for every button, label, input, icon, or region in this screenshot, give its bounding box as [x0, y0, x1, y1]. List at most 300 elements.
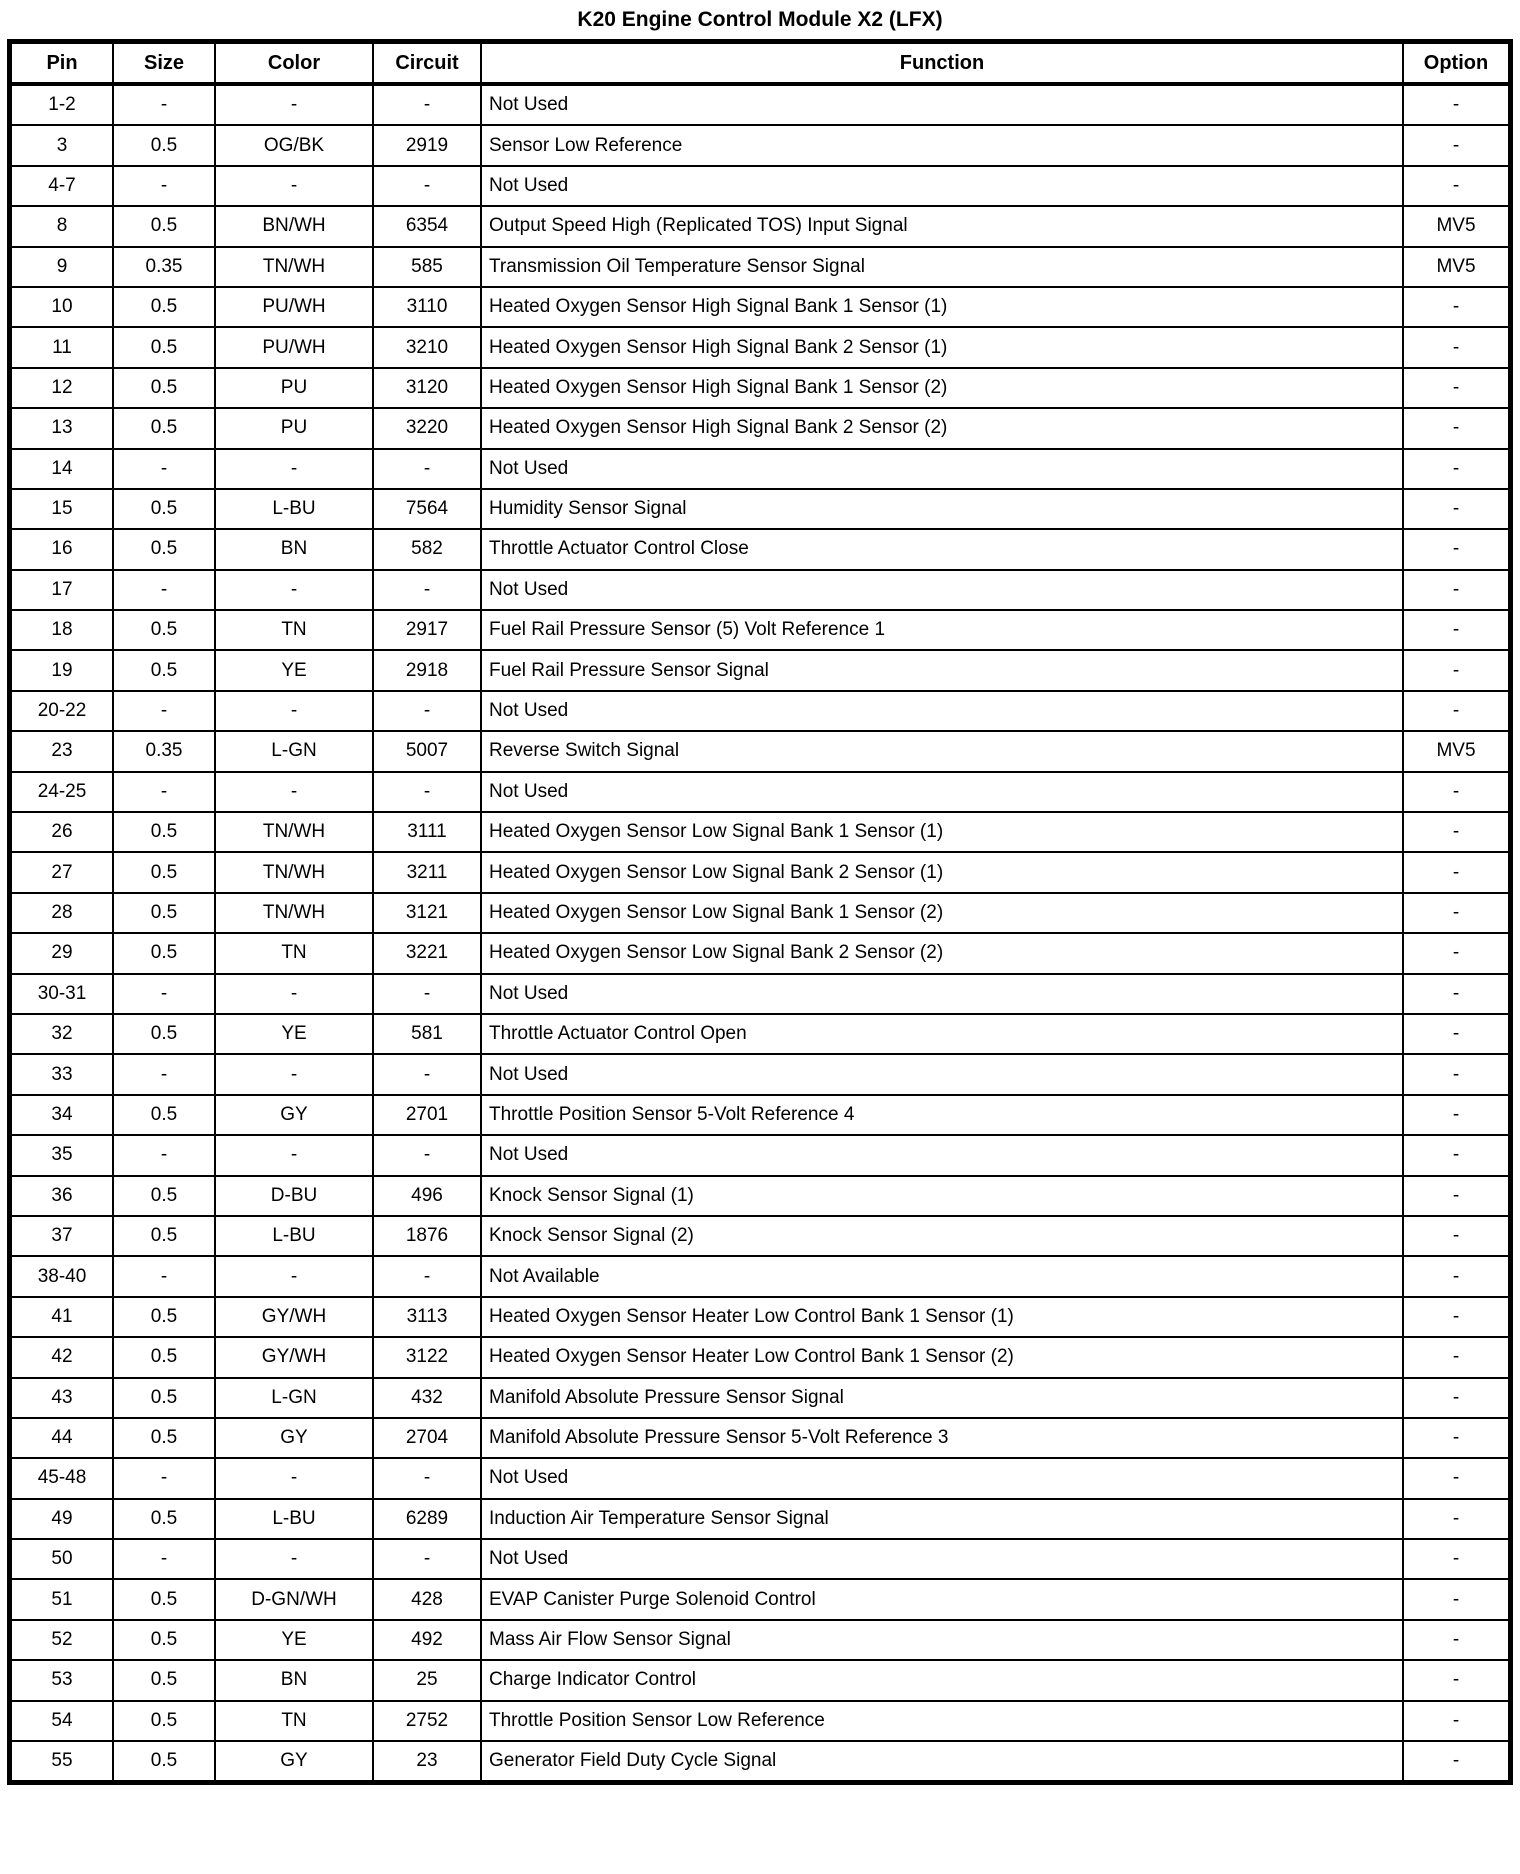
cell-circuit: 3221: [373, 933, 481, 973]
cell-function: Not Used: [481, 1539, 1403, 1579]
cell-function: Charge Indicator Control: [481, 1660, 1403, 1700]
cell-size: 0.5: [113, 125, 215, 165]
cell-option: -: [1403, 1741, 1511, 1783]
cell-option: -: [1403, 933, 1511, 973]
table-row-pin-45-48: [10, 1458, 1511, 1498]
cell-circuit: 25: [373, 1660, 481, 1700]
cell-function: Reverse Switch Signal: [481, 731, 1403, 771]
cell-pin: 36: [10, 1176, 114, 1216]
cell-circuit: -: [373, 166, 481, 206]
cell-option: -: [1403, 974, 1511, 1014]
cell-option: -: [1403, 125, 1511, 165]
cell-color: OG/BK: [215, 125, 373, 165]
table-header: [10, 42, 1511, 85]
cell-option: -: [1403, 650, 1511, 690]
cell-function: Heated Oxygen Sensor Low Signal Bank 1 Sensor (2): [481, 893, 1403, 933]
cell-color: -: [215, 1539, 373, 1579]
table-row-pin-53: [10, 1660, 1511, 1700]
cell-color: BN/WH: [215, 206, 373, 246]
cell-color: BN: [215, 529, 373, 569]
cell-size: 0.5: [113, 287, 215, 327]
table-row-pin-33: [10, 1054, 1511, 1094]
cell-function: Throttle Position Sensor 5-Volt Reference 4: [481, 1095, 1403, 1135]
cell-color: D-BU: [215, 1176, 373, 1216]
cell-pin: 17: [10, 570, 114, 610]
table-row-pin-34: [10, 1095, 1511, 1135]
cell-pin: 55: [10, 1741, 114, 1783]
table-row-pin-15: [10, 489, 1511, 529]
cell-option: -: [1403, 449, 1511, 489]
cell-option: -: [1403, 287, 1511, 327]
cell-circuit: -: [373, 1458, 481, 1498]
cell-option: -: [1403, 1216, 1511, 1256]
cell-size: -: [113, 1539, 215, 1579]
table-row-pin-3: [10, 125, 1511, 165]
cell-function: Heated Oxygen Sensor Heater Low Control Bank 1 Sensor (1): [481, 1297, 1403, 1337]
cell-pin: 53: [10, 1660, 114, 1700]
table-row-pin-55: [10, 1741, 1511, 1783]
cell-function: Not Used: [481, 772, 1403, 812]
cell-color: L-GN: [215, 1378, 373, 1418]
cell-option: MV5: [1403, 247, 1511, 287]
cell-circuit: 2752: [373, 1701, 481, 1741]
cell-function: Knock Sensor Signal (1): [481, 1176, 1403, 1216]
table-row-pin-28: [10, 893, 1511, 933]
cell-function: Not Used: [481, 1458, 1403, 1498]
cell-size: -: [113, 1135, 215, 1175]
cell-size: 0.5: [113, 1337, 215, 1377]
cell-pin: 24-25: [10, 772, 114, 812]
cell-circuit: 2918: [373, 650, 481, 690]
cell-circuit: -: [373, 1256, 481, 1296]
table-row-pin-17: [10, 570, 1511, 610]
cell-function: Output Speed High (Replicated TOS) Input Signal: [481, 206, 1403, 246]
cell-circuit: 3122: [373, 1337, 481, 1377]
cell-pin: 34: [10, 1095, 114, 1135]
cell-function: Fuel Rail Pressure Sensor (5) Volt Reference 1: [481, 610, 1403, 650]
cell-pin: 3: [10, 125, 114, 165]
cell-color: GY/WH: [215, 1337, 373, 1377]
cell-pin: 42: [10, 1337, 114, 1377]
cell-function: Not Used: [481, 1054, 1403, 1094]
table-row-pin-50: [10, 1539, 1511, 1579]
cell-function: EVAP Canister Purge Solenoid Control: [481, 1579, 1403, 1619]
page-title: K20 Engine Control Module X2 (LFX): [577, 8, 943, 31]
cell-function: Generator Field Duty Cycle Signal: [481, 1741, 1403, 1783]
table-row-pin-20-22: [10, 691, 1511, 731]
cell-color: -: [215, 84, 373, 125]
cell-option: -: [1403, 1579, 1511, 1619]
cell-option: -: [1403, 1701, 1511, 1741]
cell-pin: 4-7: [10, 166, 114, 206]
cell-size: 0.5: [113, 1095, 215, 1135]
cell-circuit: 496: [373, 1176, 481, 1216]
cell-circuit: 7564: [373, 489, 481, 529]
cell-size: 0.5: [113, 1741, 215, 1783]
cell-circuit: -: [373, 974, 481, 1014]
cell-function: Not Used: [481, 974, 1403, 1014]
cell-pin: 19: [10, 650, 114, 690]
table-row-pin-35: [10, 1135, 1511, 1175]
cell-function: Not Used: [481, 449, 1403, 489]
table-header-row: [10, 42, 1511, 85]
table-row-pin-29: [10, 933, 1511, 973]
cell-color: BN: [215, 1660, 373, 1700]
table-row-pin-36: [10, 1176, 1511, 1216]
cell-circuit: 3210: [373, 327, 481, 367]
cell-color: YE: [215, 1014, 373, 1054]
cell-size: 0.5: [113, 893, 215, 933]
cell-size: 0.5: [113, 933, 215, 973]
cell-color: GY/WH: [215, 1297, 373, 1337]
cell-option: -: [1403, 772, 1511, 812]
table-row-pin-38-40: [10, 1256, 1511, 1296]
cell-circuit: 1876: [373, 1216, 481, 1256]
cell-circuit: 3110: [373, 287, 481, 327]
cell-circuit: -: [373, 570, 481, 610]
table-row-pin-1-2: [10, 84, 1511, 125]
cell-pin: 12: [10, 368, 114, 408]
cell-circuit: 3120: [373, 368, 481, 408]
table-row-pin-12: [10, 368, 1511, 408]
cell-color: L-GN: [215, 731, 373, 771]
cell-circuit: 2701: [373, 1095, 481, 1135]
table-row-pin-8: [10, 206, 1511, 246]
cell-pin: 51: [10, 1579, 114, 1619]
cell-pin: 33: [10, 1054, 114, 1094]
cell-size: 0.5: [113, 368, 215, 408]
table-row-pin-26: [10, 812, 1511, 852]
table-row-pin-43: [10, 1378, 1511, 1418]
cell-color: -: [215, 1256, 373, 1296]
cell-size: 0.5: [113, 1499, 215, 1539]
cell-circuit: 23: [373, 1741, 481, 1783]
cell-function: Heated Oxygen Sensor Low Signal Bank 2 Sensor (1): [481, 852, 1403, 892]
table-body: [10, 84, 1511, 1783]
cell-size: 0.5: [113, 1014, 215, 1054]
cell-circuit: 3121: [373, 893, 481, 933]
cell-pin: 44: [10, 1418, 114, 1458]
table-row-pin-42: [10, 1337, 1511, 1377]
cell-size: -: [113, 1256, 215, 1296]
cell-circuit: 3211: [373, 852, 481, 892]
cell-size: -: [113, 974, 215, 1014]
cell-function: Heated Oxygen Sensor Low Signal Bank 1 Sensor (1): [481, 812, 1403, 852]
table-row-pin-32: [10, 1014, 1511, 1054]
cell-size: 0.5: [113, 1418, 215, 1458]
cell-pin: 28: [10, 893, 114, 933]
cell-color: PU: [215, 368, 373, 408]
cell-color: -: [215, 166, 373, 206]
cell-pin: 27: [10, 852, 114, 892]
cell-pin: 20-22: [10, 691, 114, 731]
cell-circuit: 2917: [373, 610, 481, 650]
cell-option: MV5: [1403, 206, 1511, 246]
cell-size: 0.5: [113, 1176, 215, 1216]
cell-color: -: [215, 1135, 373, 1175]
cell-size: 0.5: [113, 1579, 215, 1619]
cell-pin: 15: [10, 489, 114, 529]
cell-circuit: 581: [373, 1014, 481, 1054]
cell-color: L-BU: [215, 489, 373, 529]
table-row-pin-4-7: [10, 166, 1511, 206]
cell-size: -: [113, 772, 215, 812]
table-row-pin-49: [10, 1499, 1511, 1539]
cell-size: -: [113, 1054, 215, 1094]
cell-color: YE: [215, 650, 373, 690]
cell-pin: 32: [10, 1014, 114, 1054]
cell-circuit: 428: [373, 1579, 481, 1619]
cell-option: -: [1403, 1054, 1511, 1094]
table-row-pin-11: [10, 327, 1511, 367]
table-row-pin-24-25: [10, 772, 1511, 812]
cell-function: Heated Oxygen Sensor High Signal Bank 1 Sensor (2): [481, 368, 1403, 408]
cell-color: TN: [215, 1701, 373, 1741]
cell-function: Manifold Absolute Pressure Sensor Signal: [481, 1378, 1403, 1418]
cell-function: Induction Air Temperature Sensor Signal: [481, 1499, 1403, 1539]
cell-function: Heated Oxygen Sensor High Signal Bank 2 Sensor (1): [481, 327, 1403, 367]
cell-size: -: [113, 166, 215, 206]
cell-circuit: -: [373, 1054, 481, 1094]
cell-pin: 43: [10, 1378, 114, 1418]
cell-option: -: [1403, 1418, 1511, 1458]
cell-function: Manifold Absolute Pressure Sensor 5-Volt Reference 3: [481, 1418, 1403, 1458]
cell-option: -: [1403, 1539, 1511, 1579]
table-row-pin-27: [10, 852, 1511, 892]
cell-pin: 29: [10, 933, 114, 973]
table-row-pin-37: [10, 1216, 1511, 1256]
cell-circuit: 432: [373, 1378, 481, 1418]
cell-option: -: [1403, 1176, 1511, 1216]
cell-circuit: -: [373, 1539, 481, 1579]
cell-size: 0.5: [113, 1701, 215, 1741]
table-row-pin-23: [10, 731, 1511, 771]
cell-circuit: 6289: [373, 1499, 481, 1539]
cell-pin: 41: [10, 1297, 114, 1337]
cell-color: GY: [215, 1418, 373, 1458]
cell-option: -: [1403, 1135, 1511, 1175]
cell-function: Sensor Low Reference: [481, 125, 1403, 165]
cell-function: Not Used: [481, 570, 1403, 610]
cell-circuit: -: [373, 772, 481, 812]
cell-option: -: [1403, 1337, 1511, 1377]
cell-pin: 10: [10, 287, 114, 327]
column-header-function: Function: [481, 42, 1403, 85]
cell-option: -: [1403, 327, 1511, 367]
cell-color: D-GN/WH: [215, 1579, 373, 1619]
cell-function: Throttle Actuator Control Open: [481, 1014, 1403, 1054]
table-row-pin-14: [10, 449, 1511, 489]
cell-option: -: [1403, 812, 1511, 852]
cell-color: PU/WH: [215, 327, 373, 367]
cell-pin: 8: [10, 206, 114, 246]
table-row-pin-18: [10, 610, 1511, 650]
cell-circuit: 492: [373, 1620, 481, 1660]
cell-color: TN/WH: [215, 247, 373, 287]
table-row-pin-51: [10, 1579, 1511, 1619]
cell-function: Not Used: [481, 84, 1403, 125]
cell-color: -: [215, 1054, 373, 1094]
cell-color: TN/WH: [215, 893, 373, 933]
cell-circuit: -: [373, 1135, 481, 1175]
cell-pin: 18: [10, 610, 114, 650]
cell-option: -: [1403, 1660, 1511, 1700]
cell-pin: 35: [10, 1135, 114, 1175]
cell-color: PU/WH: [215, 287, 373, 327]
cell-color: -: [215, 691, 373, 731]
cell-size: 0.5: [113, 610, 215, 650]
table-row-pin-10: [10, 287, 1511, 327]
cell-size: -: [113, 84, 215, 125]
cell-pin: 11: [10, 327, 114, 367]
cell-pin: 50: [10, 1539, 114, 1579]
cell-color: L-BU: [215, 1216, 373, 1256]
cell-function: Heated Oxygen Sensor High Signal Bank 1 Sensor (1): [481, 287, 1403, 327]
cell-option: -: [1403, 852, 1511, 892]
cell-size: 0.5: [113, 1660, 215, 1700]
cell-circuit: 582: [373, 529, 481, 569]
cell-size: -: [113, 570, 215, 610]
cell-option: -: [1403, 368, 1511, 408]
column-header-pin: Pin: [10, 42, 114, 85]
cell-option: -: [1403, 610, 1511, 650]
table-row-pin-52: [10, 1620, 1511, 1660]
cell-circuit: 3113: [373, 1297, 481, 1337]
table-row-pin-16: [10, 529, 1511, 569]
cell-circuit: 6354: [373, 206, 481, 246]
cell-option: -: [1403, 893, 1511, 933]
cell-function: Not Used: [481, 691, 1403, 731]
cell-size: 0.5: [113, 852, 215, 892]
cell-size: 0.5: [113, 327, 215, 367]
cell-pin: 13: [10, 408, 114, 448]
cell-circuit: 2919: [373, 125, 481, 165]
cell-size: 0.5: [113, 529, 215, 569]
table-row-pin-13: [10, 408, 1511, 448]
cell-option: -: [1403, 570, 1511, 610]
cell-function: Heated Oxygen Sensor High Signal Bank 2 Sensor (2): [481, 408, 1403, 448]
cell-function: Throttle Position Sensor Low Reference: [481, 1701, 1403, 1741]
cell-option: -: [1403, 1378, 1511, 1418]
column-header-size: Size: [113, 42, 215, 85]
cell-pin: 37: [10, 1216, 114, 1256]
cell-function: Knock Sensor Signal (2): [481, 1216, 1403, 1256]
cell-size: 0.5: [113, 650, 215, 690]
cell-color: TN: [215, 933, 373, 973]
cell-option: -: [1403, 691, 1511, 731]
cell-size: 0.5: [113, 408, 215, 448]
column-header-color: Color: [215, 42, 373, 85]
cell-circuit: -: [373, 84, 481, 125]
cell-function: Heated Oxygen Sensor Heater Low Control Bank 1 Sensor (2): [481, 1337, 1403, 1377]
cell-color: -: [215, 772, 373, 812]
cell-pin: 1-2: [10, 84, 114, 125]
cell-function: Not Used: [481, 1135, 1403, 1175]
cell-pin: 23: [10, 731, 114, 771]
cell-option: -: [1403, 529, 1511, 569]
cell-option: -: [1403, 489, 1511, 529]
table-row-pin-9: [10, 247, 1511, 287]
table-row-pin-41: [10, 1297, 1511, 1337]
cell-pin: 16: [10, 529, 114, 569]
cell-size: 0.5: [113, 489, 215, 529]
cell-pin: 54: [10, 1701, 114, 1741]
table-row-pin-30-31: [10, 974, 1511, 1014]
cell-color: -: [215, 449, 373, 489]
cell-option: -: [1403, 1095, 1511, 1135]
cell-color: TN: [215, 610, 373, 650]
cell-circuit: 2704: [373, 1418, 481, 1458]
cell-circuit: -: [373, 449, 481, 489]
cell-circuit: -: [373, 691, 481, 731]
cell-color: GY: [215, 1741, 373, 1783]
cell-size: 0.5: [113, 1216, 215, 1256]
cell-pin: 52: [10, 1620, 114, 1660]
cell-size: -: [113, 449, 215, 489]
cell-option: -: [1403, 408, 1511, 448]
cell-pin: 26: [10, 812, 114, 852]
column-header-circuit: Circuit: [373, 42, 481, 85]
cell-option: -: [1403, 1297, 1511, 1337]
cell-size: -: [113, 691, 215, 731]
cell-pin: 14: [10, 449, 114, 489]
cell-option: -: [1403, 84, 1511, 125]
cell-pin: 9: [10, 247, 114, 287]
cell-color: YE: [215, 1620, 373, 1660]
cell-circuit: 5007: [373, 731, 481, 771]
cell-size: 0.5: [113, 206, 215, 246]
cell-function: Not Available: [481, 1256, 1403, 1296]
cell-color: TN/WH: [215, 852, 373, 892]
pinout-table: [7, 39, 1513, 1785]
cell-function: Humidity Sensor Signal: [481, 489, 1403, 529]
cell-function: Transmission Oil Temperature Sensor Signal: [481, 247, 1403, 287]
column-header-option: Option: [1403, 42, 1511, 85]
cell-size: 0.5: [113, 1297, 215, 1337]
cell-pin: 45-48: [10, 1458, 114, 1498]
cell-function: Fuel Rail Pressure Sensor Signal: [481, 650, 1403, 690]
cell-function: Heated Oxygen Sensor Low Signal Bank 2 Sensor (2): [481, 933, 1403, 973]
cell-size: 0.5: [113, 1620, 215, 1660]
cell-color: GY: [215, 1095, 373, 1135]
cell-option: -: [1403, 1014, 1511, 1054]
cell-color: -: [215, 974, 373, 1014]
cell-circuit: 585: [373, 247, 481, 287]
cell-color: -: [215, 1458, 373, 1498]
table-row-pin-54: [10, 1701, 1511, 1741]
cell-color: L-BU: [215, 1499, 373, 1539]
cell-option: -: [1403, 1499, 1511, 1539]
cell-color: TN/WH: [215, 812, 373, 852]
table-row-pin-44: [10, 1418, 1511, 1458]
cell-option: -: [1403, 1256, 1511, 1296]
cell-option: MV5: [1403, 731, 1511, 771]
cell-circuit: 3220: [373, 408, 481, 448]
cell-size: 0.35: [113, 731, 215, 771]
cell-function: Throttle Actuator Control Close: [481, 529, 1403, 569]
cell-option: -: [1403, 1458, 1511, 1498]
table-row-pin-19: [10, 650, 1511, 690]
cell-color: PU: [215, 408, 373, 448]
cell-pin: 30-31: [10, 974, 114, 1014]
cell-option: -: [1403, 166, 1511, 206]
cell-size: 0.5: [113, 812, 215, 852]
cell-size: 0.5: [113, 1378, 215, 1418]
cell-pin: 38-40: [10, 1256, 114, 1296]
cell-option: -: [1403, 1620, 1511, 1660]
cell-color: -: [215, 570, 373, 610]
cell-size: -: [113, 1458, 215, 1498]
